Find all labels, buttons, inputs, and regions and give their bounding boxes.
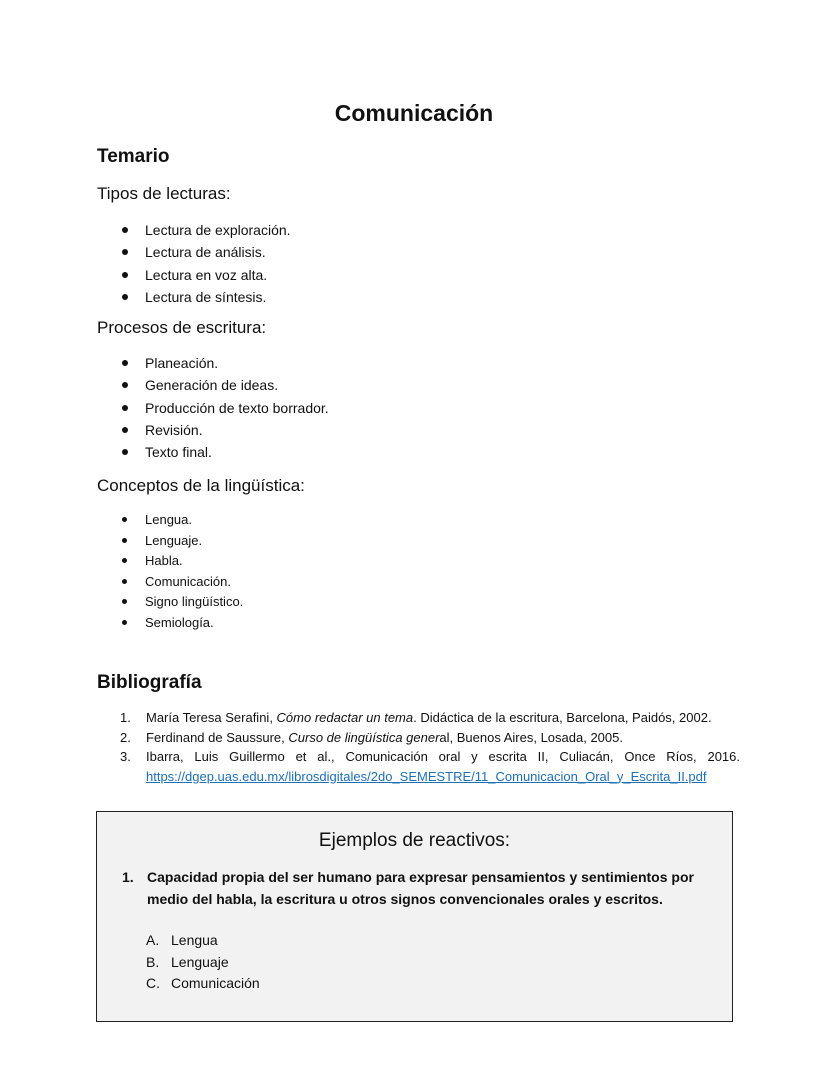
option-text: Lenguaje	[171, 953, 229, 970]
list-item: Producción de texto borrador.	[120, 397, 329, 419]
section-heading-lecturas: Tipos de lecturas:	[97, 184, 231, 203]
question	[122, 866, 727, 910]
list-item: Lengua.	[120, 510, 243, 531]
question-number: 1.	[122, 869, 134, 885]
page-title: Comunicación	[334, 100, 494, 126]
temario-heading: Temario	[97, 146, 170, 167]
list-item: Semiología.	[120, 613, 243, 634]
option-letter: A.	[146, 932, 160, 948]
item-text: María Teresa Serafini,	[146, 710, 277, 725]
section-heading-escritura: Procesos de escritura:	[97, 318, 267, 337]
list-item: Lectura de análisis.	[120, 241, 291, 263]
item-title: Curso de lingüística gener	[288, 729, 440, 745]
examples-box	[96, 811, 733, 1022]
option-letter: C.	[146, 975, 160, 991]
list-item: Planeación.	[120, 352, 329, 374]
list-item: Texto final.	[120, 441, 329, 463]
option-a	[146, 930, 260, 952]
list-item: Lenguaje.	[120, 531, 243, 552]
examples-heading: Ejemplos de reactivos:	[318, 830, 511, 851]
lecturas-list	[120, 219, 291, 308]
item-number: 1.	[120, 710, 131, 725]
option-b	[146, 952, 260, 974]
item-title: Cómo redactar un tema	[276, 710, 414, 725]
list-item: Signo lingüístico.	[120, 592, 243, 613]
item-text: . Didáctica de la escritura, Barcelona, Paidós, 2002.	[413, 710, 712, 725]
option-letter: B.	[146, 953, 160, 970]
answer-options	[146, 930, 260, 995]
option-text: Lengua	[171, 932, 218, 948]
list-item: Revisión.	[120, 419, 329, 441]
list-item: Lectura de síntesis.	[120, 286, 291, 308]
section-heading-linguistica: Conceptos de la lingüística:	[97, 476, 305, 495]
escritura-list	[120, 352, 329, 463]
item-number: 3.	[120, 749, 131, 764]
option-c	[146, 973, 260, 995]
bibliography-item	[120, 728, 740, 748]
linguistica-list	[120, 510, 243, 633]
option-text: Comunicación	[171, 975, 260, 991]
list-item: Comunicación.	[120, 572, 243, 593]
item-text: al, Buenos Aires, Losada, 2005.	[439, 729, 623, 745]
bibliography-list	[120, 708, 740, 786]
question-text: Capacidad propia del ser humano para expresar pensamientos y sentimientos por medio del habla, la escritura u otros signos convencionales orales y escritos.	[147, 869, 694, 907]
bibliography-link[interactable]: https://dgep.uas.edu.mx/librosdigitales/2do_SEMESTRE/11_Comunicacion_Oral_y_Escrita_II.pdf	[146, 768, 707, 784]
item-number: 2.	[120, 729, 131, 745]
list-item: Habla.	[120, 551, 243, 572]
list-item: Generación de ideas.	[120, 374, 329, 396]
bibliografia-heading: Bibliografía	[97, 672, 202, 693]
item-text: Ferdinand de Saussure,	[146, 729, 289, 745]
list-item: Lectura de exploración.	[120, 219, 291, 241]
item-text: Ibarra, Luis Guillermo et al., Comunicación oral y escrita II, Culiacán, Once Ríos, 2016.	[146, 749, 740, 764]
bibliography-item	[120, 708, 740, 728]
list-item: Lectura en voz alta.	[120, 264, 291, 286]
bibliography-item	[120, 747, 740, 786]
